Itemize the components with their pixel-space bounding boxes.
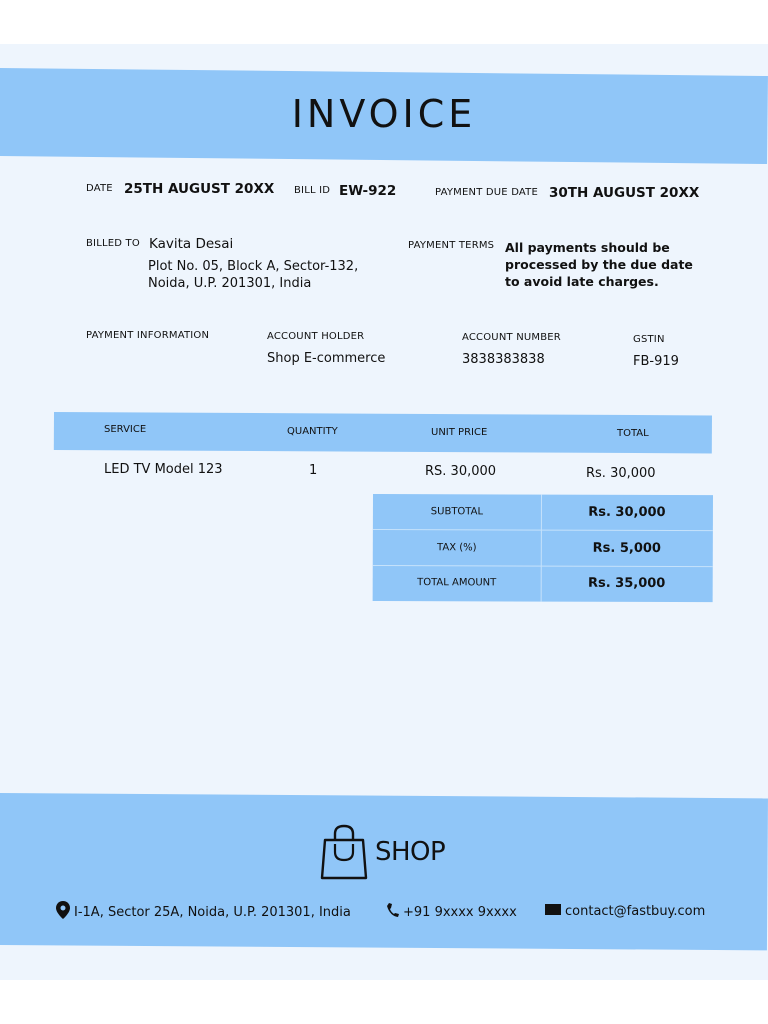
location-pin-icon (56, 901, 74, 923)
footer-address (56, 901, 351, 923)
col-header-unit-price: UNIT PRICE (431, 427, 488, 438)
cell-unit-price: RS. 30,000 (425, 464, 497, 479)
payment-terms-line-3: to avoid late charges. (505, 274, 659, 289)
total-amount-value: Rs. 35,000 (587, 575, 666, 592)
total-amount-label: TOTAL AMOUNT (417, 577, 497, 589)
gstin-label: GSTIN (633, 334, 665, 345)
col-header-quantity: QUANTITY (287, 426, 338, 437)
billed-to-name: Kavita Desai (149, 236, 234, 252)
shopping-bag-icon (320, 822, 368, 882)
address-line-1: Plot No. 05, Block A, Sector-132, (148, 259, 359, 274)
email-icon (545, 904, 565, 919)
billed-to-label: BILLED TO (86, 238, 140, 249)
payment-info-label: PAYMENT INFORMATION (86, 330, 210, 341)
phone-text[interactable]: +91 9xxxx 9xxxx (403, 904, 517, 920)
cell-quantity: 1 (309, 463, 318, 478)
account-number-value: 3838383838 (462, 352, 545, 367)
payment-terms-label: PAYMENT TERMS (408, 240, 495, 251)
footer-band (0, 793, 768, 950)
divider (373, 565, 713, 567)
divider (373, 529, 713, 531)
totals-box (373, 494, 713, 602)
tax-value: Rs. 5,000 (592, 540, 662, 557)
col-header-service: SERVICE (104, 424, 147, 435)
col-header-total: TOTAL (617, 428, 649, 439)
subtotal-label: SUBTOTAL (430, 506, 484, 518)
address-text: I-1A, Sector 25A, Noida, U.P. 201301, India (74, 904, 351, 920)
payment-terms-line-1: All payments should be (505, 240, 670, 255)
account-holder-value: Shop E-commerce (267, 351, 386, 366)
bill-id-value: EW-922 (339, 183, 397, 199)
account-number-label: ACCOUNT NUMBER (462, 332, 561, 343)
tax-label: TAX (%) (437, 542, 477, 554)
due-date-value: 30TH AUGUST 20XX (549, 185, 700, 201)
email-text[interactable]: contact@fastbuy.com (565, 904, 706, 919)
page-title: INVOICE (291, 92, 477, 136)
date-label: DATE (86, 183, 113, 194)
gstin-value: FB-919 (633, 354, 679, 369)
address-line-2: Noida, U.P. 201301, India (148, 276, 312, 291)
footer-email (545, 904, 705, 919)
date-value: 25TH AUGUST 20XX (124, 181, 275, 197)
billed-to-address (148, 258, 358, 292)
due-date-label: PAYMENT DUE DATE (435, 187, 539, 198)
footer-phone (387, 903, 517, 921)
subtotal-value: Rs. 30,000 (588, 504, 666, 521)
cell-total: Rs. 30,000 (586, 466, 656, 481)
cell-service: LED TV Model 123 (104, 462, 223, 477)
phone-icon (387, 903, 403, 921)
account-holder-label: ACCOUNT HOLDER (267, 331, 365, 342)
shop-name: SHOP (375, 837, 446, 867)
table-header (54, 412, 712, 453)
payment-terms-line-2: processed by the due date (505, 257, 693, 272)
payment-terms-text (505, 239, 693, 290)
bill-id-label: BILL ID (294, 185, 331, 196)
